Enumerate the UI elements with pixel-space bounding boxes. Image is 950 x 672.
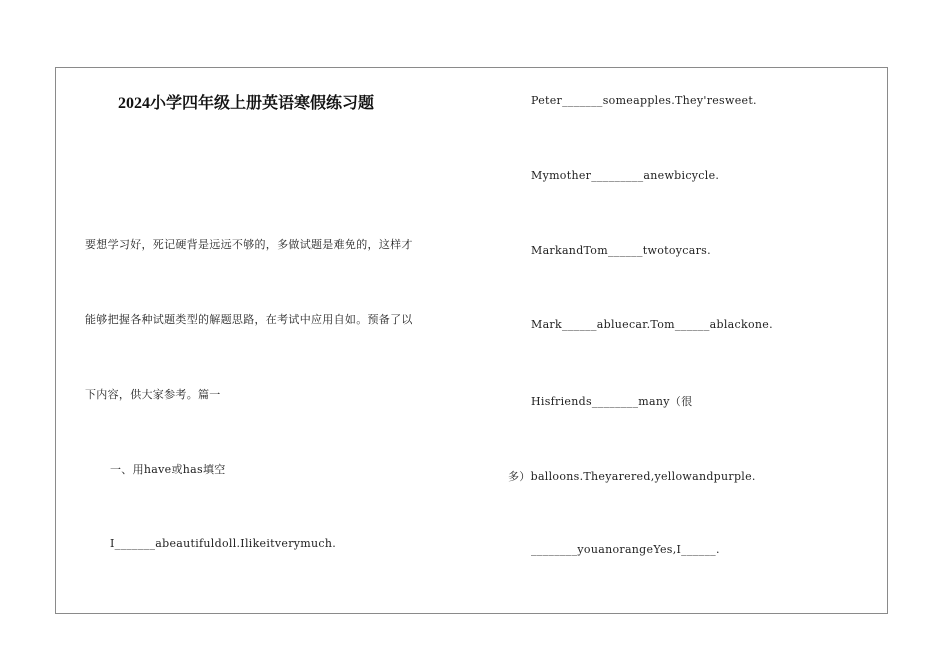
intro-line-2: 能够把握各种试题类型的解题思路，在考试中应用自如。预备了以 [85,313,413,326]
exercise-line-4: MarkandTom______twotoycars. [531,244,711,257]
page-frame [55,67,888,614]
intro-line-1: 要想学习好，死记硬背是远远不够的，多做试题是难免的，这样才 [85,238,413,251]
exercise-line-7: 多）balloons.Theyarered,yellowandpurple. [508,470,756,483]
section-heading: 一、用have或has填空 [110,463,226,476]
exercise-line-5: Mark______abluecar.Tom______ablackone. [531,318,773,331]
exercise-line-3: Mymother_________anewbicycle. [531,169,720,182]
intro-line-3: 下内容，供大家参考。篇一 [85,388,221,401]
exercise-line-1: I_______abeautifuldoll.Ilikeitverymuch. [110,537,337,550]
exercise-line-6: Hisfriends________many（很 [531,395,693,408]
exercise-line-8: ________youanorangeYes,I______. [531,543,720,556]
document-title: 2024小学四年级上册英语寒假练习题 [118,95,375,112]
exercise-line-2: Peter_______someapples.They'resweet. [531,94,757,107]
